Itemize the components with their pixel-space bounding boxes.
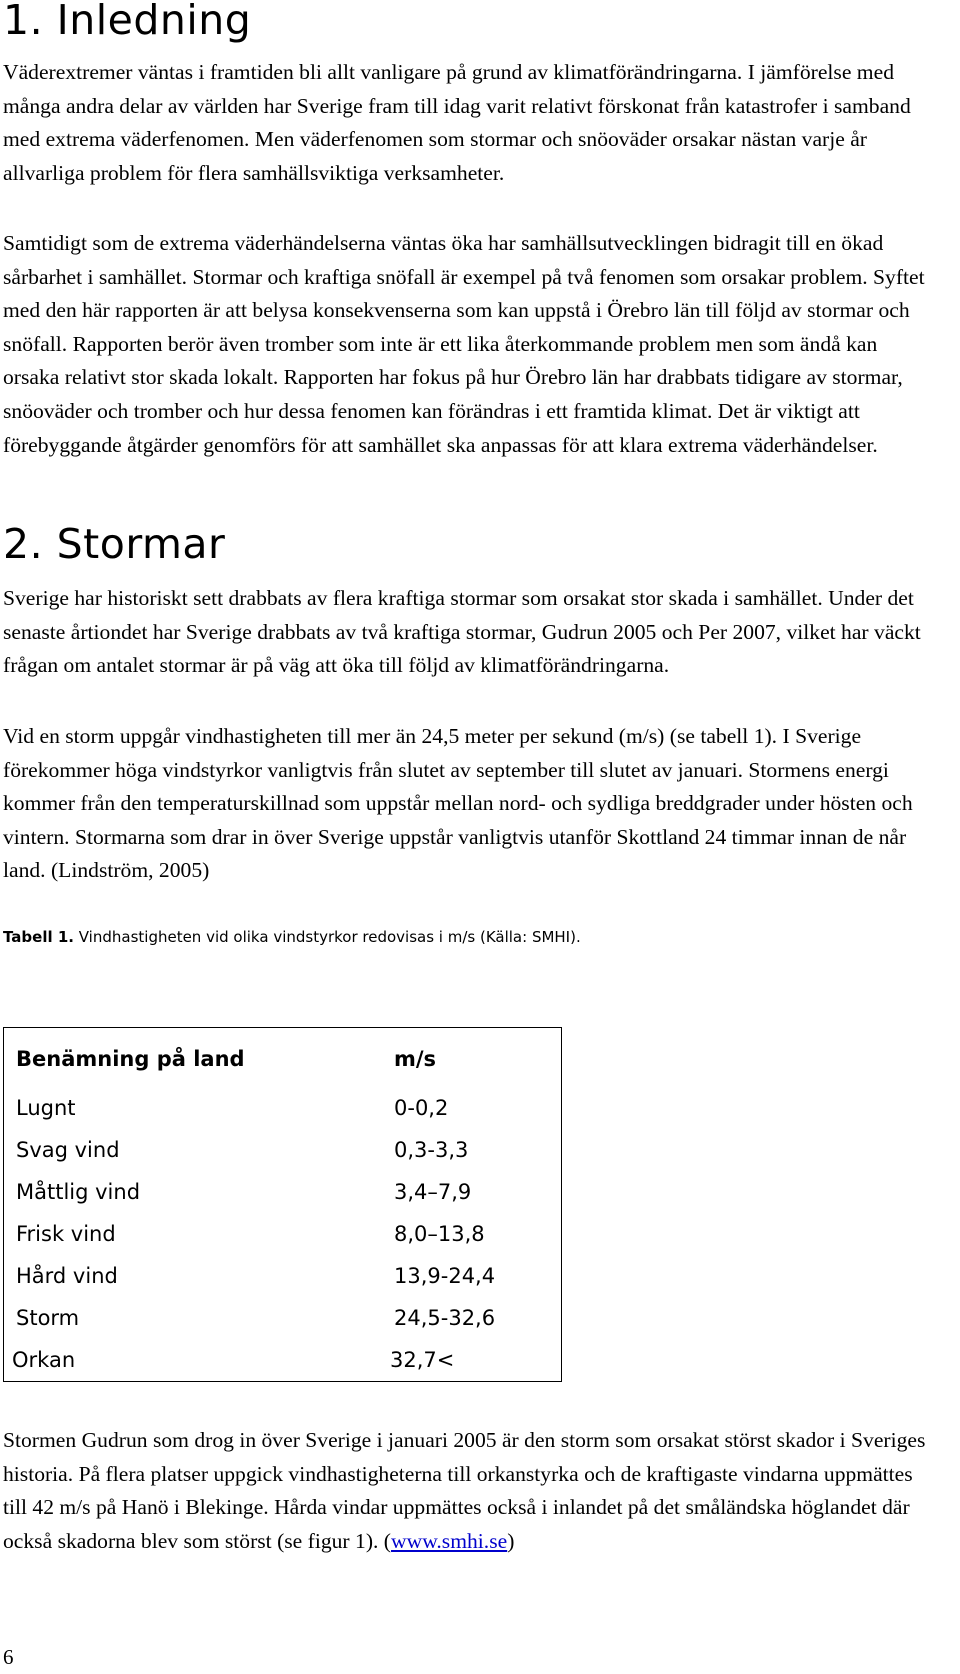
table-row	[4, 1297, 562, 1339]
section-heading-inledning: 1. Inledning	[3, 0, 252, 44]
paragraph-stormar-1: Sverige har historiskt sett drabbats av flera kraftiga stormar som orsakat stor skada i samhället. Under det senaste årtiondet har Sverige drabbats av två kraftiga stormar, Gudrun 2005 och Per 2007, vilket har väckt frågan om antalet stormar är på väg att öka till följd av klimatförändringarna.	[3, 586, 921, 678]
cell-name: Svag vind	[16, 1138, 120, 1162]
paragraph-gudrun-text: Stormen Gudrun som drog in över Sverige i januari 2005 är den storm som orsakat störst skador i Sveriges historia. På flera platser uppgick vindhastigheterna till orkanstyrka och de kraftigaste vindarna uppmättes till 42 m/s på Hanö i Blekinge. Hårda vindar uppmättes också i inlandet på det småländska höglandet där också skadorna blev som störst (se figur 1). (	[3, 1428, 926, 1553]
cell-name: Måttlig vind	[16, 1180, 141, 1204]
cell-ms: 13,9-24,4	[394, 1264, 496, 1288]
table-row	[4, 1087, 562, 1129]
table-caption-label: Tabell 1.	[3, 928, 74, 946]
header-cell-ms: m/s	[394, 1046, 437, 1071]
wind-speed-table	[3, 1027, 562, 1382]
cell-ms: 0,3-3,3	[394, 1138, 469, 1162]
paragraph-gudrun-end: )	[507, 1528, 515, 1553]
section-heading-stormar: 2. Stormar	[3, 520, 226, 568]
cell-name: Hård vind	[16, 1264, 118, 1288]
cell-ms: 0-0,2	[394, 1096, 449, 1120]
table-caption	[3, 927, 581, 947]
cell-ms: 8,0–13,8	[394, 1222, 485, 1246]
paragraph-intro-1: Väderextremer väntas i framtiden bli allt vanligare på grund av klimatförändringarna. I jämförelse med många andra delar av världen har Sverige fram till idag varit relativt förskonat från katastrofer i samband med extrema väderfenomen. Men väderfenomen som stormar och snöoväder orsakar nästan varje år allvarliga problem för flera samhällsviktiga verksamheter.	[3, 60, 911, 185]
cell-name: Orkan	[12, 1348, 76, 1372]
header-cell-name: Benämning på land	[16, 1046, 245, 1071]
smhi-link[interactable]: www.smhi.se	[391, 1528, 508, 1553]
table-caption-text: Vindhastigheten vid olika vindstyrkor redovisas i m/s (Källa: SMHI).	[73, 928, 581, 946]
table-row	[4, 1339, 562, 1382]
table-row	[4, 1255, 562, 1297]
table-row	[4, 1171, 562, 1213]
cell-name: Frisk vind	[16, 1222, 116, 1246]
paragraph-gudrun	[3, 1424, 928, 1558]
cell-name: Lugnt	[16, 1096, 76, 1120]
table-row	[4, 1213, 562, 1255]
paragraph-stormar-2: Vid en storm uppgår vindhastigheten till mer än 24,5 meter per sekund (m/s) (se tabell 1). I Sverige förekommer höga vindstyrkor vanligtvis från slutet av september till slutet av januari. Stormens energi kommer från den temperaturskillnad som uppstår mellan nord- och sydliga breddgrader under hösten och vintern. Stormarna som drar in över Sverige uppstår vanligtvis utanför Skottland 24 timmar innan de når land. (Lindström, 2005)	[3, 724, 913, 883]
cell-name: Storm	[16, 1306, 80, 1330]
cell-ms: 32,7<	[390, 1348, 455, 1372]
cell-ms: 24,5-32,6	[394, 1306, 496, 1330]
table-header-row	[4, 1028, 562, 1088]
cell-ms: 3,4–7,9	[394, 1180, 472, 1204]
page-number: 6	[3, 1645, 14, 1669]
paragraph-intro-2: Samtidigt som de extrema väderhändelserna väntas öka har samhällsutvecklingen bidragit till en ökad sårbarhet i samhället. Stormar och kraftiga snöfall är exempel på två fenomen som orsakar problem. Syftet med den här rapporten är att belysa konsekvenserna som kan uppstå i Örebro län till följd av stormar och snöfall. Rapporten berör även tromber som inte är ett lika återkommande problem men som ändå kan orsaka relativt stor skada lokalt. Rapporten har fokus på hur Örebro län har drabbats tidigare av stormar, snöoväder och tromber och hur dessa fenomen kan förändras i ett framtida klimat. Det är viktigt att förebyggande åtgärder genomförs för att samhället ska anpassas för att klara extrema väderhändelser.	[3, 231, 925, 457]
table-row	[4, 1129, 562, 1171]
